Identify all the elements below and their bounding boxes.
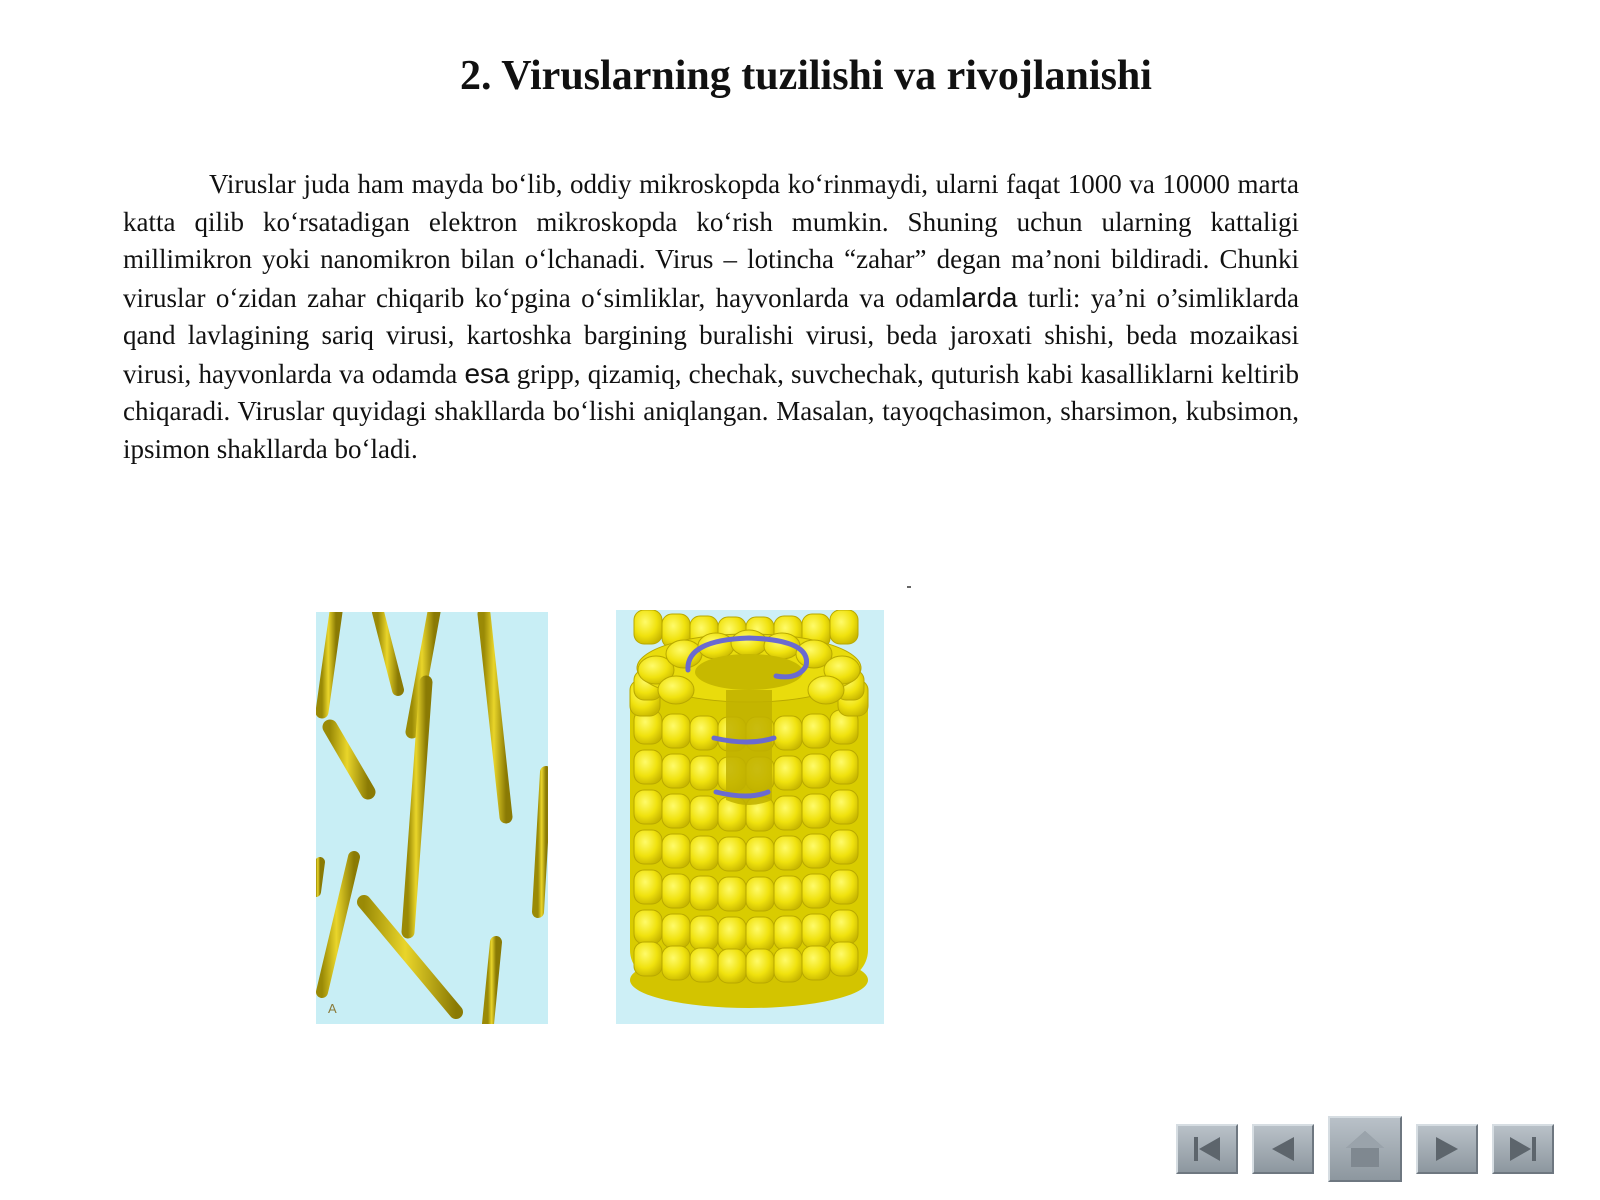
next-slide-icon [1430,1134,1464,1164]
paragraph-text-1: Viruslar juda ham mayda bo‘lib, oddiy mikroskopda ko‘rinmaydi, ularni faqat 1000 va 10000 marta katta qilib ko‘rsatadigan elektron mikroskopda ko‘rish mumkin. Shuning uchun ularning kattaligi millimikron yoki nanomikron bilan o‘lchanadi. Virus – lotincha “zahar” degan ma’noni bildiradi. Chunki viruslar o‘zidan zahar chiqarib ko‘pgina o‘simliklar, hayvonlarda va odam [123,169,1299,313]
next-slide-button[interactable] [1416,1124,1478,1174]
slide-title: 2. Viruslarning tuzilishi va rivojlanishi [460,53,1152,99]
previous-slide-button[interactable] [1252,1124,1314,1174]
last-slide-button[interactable] [1492,1124,1554,1174]
paragraph-text-5: gripp, qizamiq, chechak, suvchechak, quturish kabi kasalliklarni keltirib chiqaradi. Viruslar quyidagi shakllarda bo‘lishi aniqlangan. Masalan, tayoqchasimon, sharsimon, kubsimon, ipsimon shakllarda bo‘ladi. [123,358,1299,464]
body-paragraph [123,166,1299,468]
paragraph-text-4: esa [464,357,510,389]
previous-slide-icon [1266,1134,1300,1164]
decorative-dot [907,586,911,588]
home-button[interactable] [1328,1116,1402,1182]
figure-letter: A [328,1001,337,1016]
paragraph-text-3: turli: ya’ni o’simliklarda qand lavlagining sariq virusi, kartoshka bargining buralishi virusi, beda jaroxati shishi, beda mozaikasi virusi, hayvonlarda va odamda [123,282,1299,389]
last-slide-icon [1506,1134,1540,1164]
slide-navigation [1176,1114,1554,1184]
rod-virus-image [316,612,548,1024]
first-slide-button[interactable] [1176,1124,1238,1174]
first-slide-icon [1190,1134,1224,1164]
home-icon [1343,1128,1387,1170]
helical-virus-image [616,610,884,1024]
paragraph-text-2: larda [955,281,1018,313]
